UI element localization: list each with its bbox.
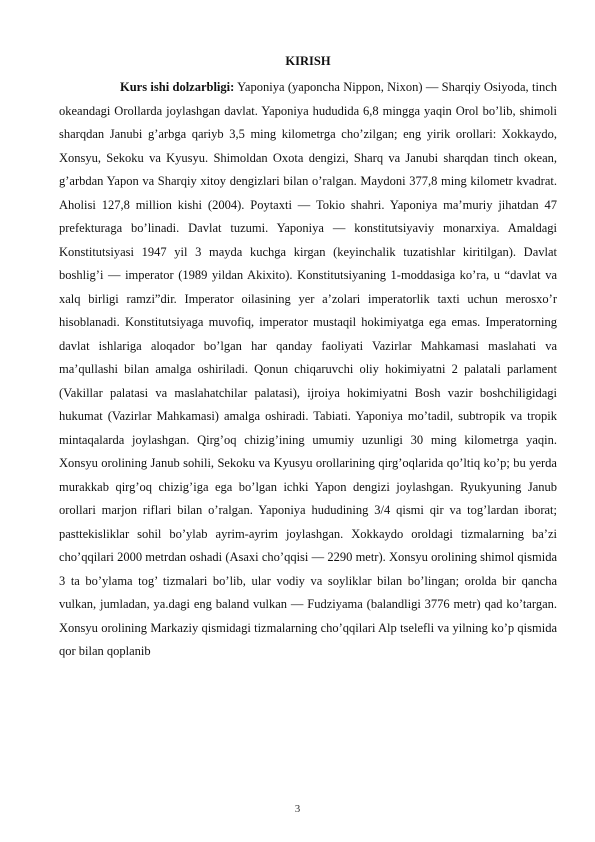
page-number: 3 bbox=[294, 803, 301, 815]
paragraph-lead: Kurs ishi dolzarbligi: bbox=[120, 80, 235, 94]
section-title: KIRISH bbox=[285, 54, 331, 68]
body-paragraph bbox=[59, 76, 557, 664]
document-page bbox=[59, 54, 557, 664]
paragraph-text: Yaponiya (yaponcha Nippon, Nixon) — Sharqiy Osiyoda, tinch okeandagi Orollarda joylashgan davlat. Yaponiya hududida 6,8 mingga yaqin Orol bo’lib, shimoli sharqdan Janubi g’arbga qariyb 3,5 ming kilometrga cho’zilgan; eng yirik orollari: Xokkaydo, Xonsyu, Sekoku va Kyusyu. Shimoldan Oxota dengizi, Sharq va Janubi sharqdan tinch okean, g’arbdan Yapon va Sharqiy xitoy dengizlari bilan o’ralgan. Maydoni 377,8 ming kilometr kvadrat. Aholisi 127,8 million kishi (2004). Poytaxti — Tokio shahri. Yaponiya ma’muriy jihatdan 47 prefekturaga bo’linadi. Davlat tuzumi. Yaponiya — konstitutsiyaviy monarxiya. Amaldagi Konstitutsiyasi 1947 yil 3 mayda kuchga kirgan (keyinchalik tuzatishlar kiritilgan). Davlat boshlig’i — imperator (1989 yildan Akixito). Konstitutsiyaning 1-moddasiga ko’ra, u “davlat va xalq birligi ramzi”dir. Imperator oilasining yer a’zolari imperatorlik taxti uchun merosxo’r hisoblanadi. Konstitutsiyaga muvofiq, imperator mustaqil hokimiyatga ega emas. Imperatorning davlat ishlariga aloqador bo’lgan har qanday faoliyati Vazirlar Mahkamasi maslahati va ma’qullashi bilan amalga oshiriladi. Qonun chiqaruvchi oliy hokimiyatni 2 palatali parlament (Vakillar palatasi va maslahatchilar palatasi), ijroiya hokimiyatni Bosh vazir boshchiligidagi hukumat (Vazirlar Mahkamasi) amalga oshiradi. Tabiati. Yaponiya mo’tadil, subtropik va tropik mintaqalarda joylashgan. Qirg’oq chizig’ining umumiy uzunligi 30 ming kilometrga yaqin. Xonsyu orolining Janub sohili, Sekoku va Kyusyu orollarining qirg’oqlarida qo’ltiq ko’p; bu yerda murakkab qirg’oq chizig’iga ega bo’lgan ichki Yapon dengizi joylashgan. Ryukyuning Janub orollari marjon riflari bilan o’ralgan. Yaponiya hududining 3/4 qismi qir va tog’lardan iborat; pasttekisliklar sohil bo’ylab ayrim-ayrim joylashgan. Xokkaydo oroldagi tizmalarning ba’zi cho’qqilari 2000 metrdan oshadi (Asaxi cho’qqisi — 2290 metr). Xonsyu orolining shimol qismida 3 ta bo’ylama tog’ tizmalari bo’lib, ular vodiy va soyliklar bilan bo’lingan; orolda bir qancha vulkan, jumladan, ya.dagi eng baland vulkan — Fudziyama (balandligi 3776 metr) qad ko’targan. Xonsyu orolining Markaziy qismidagi tizmalarning cho’qqilari Alp tselefli va yilning ko’p qismida qor bilan qoplanib bbox=[59, 80, 557, 658]
